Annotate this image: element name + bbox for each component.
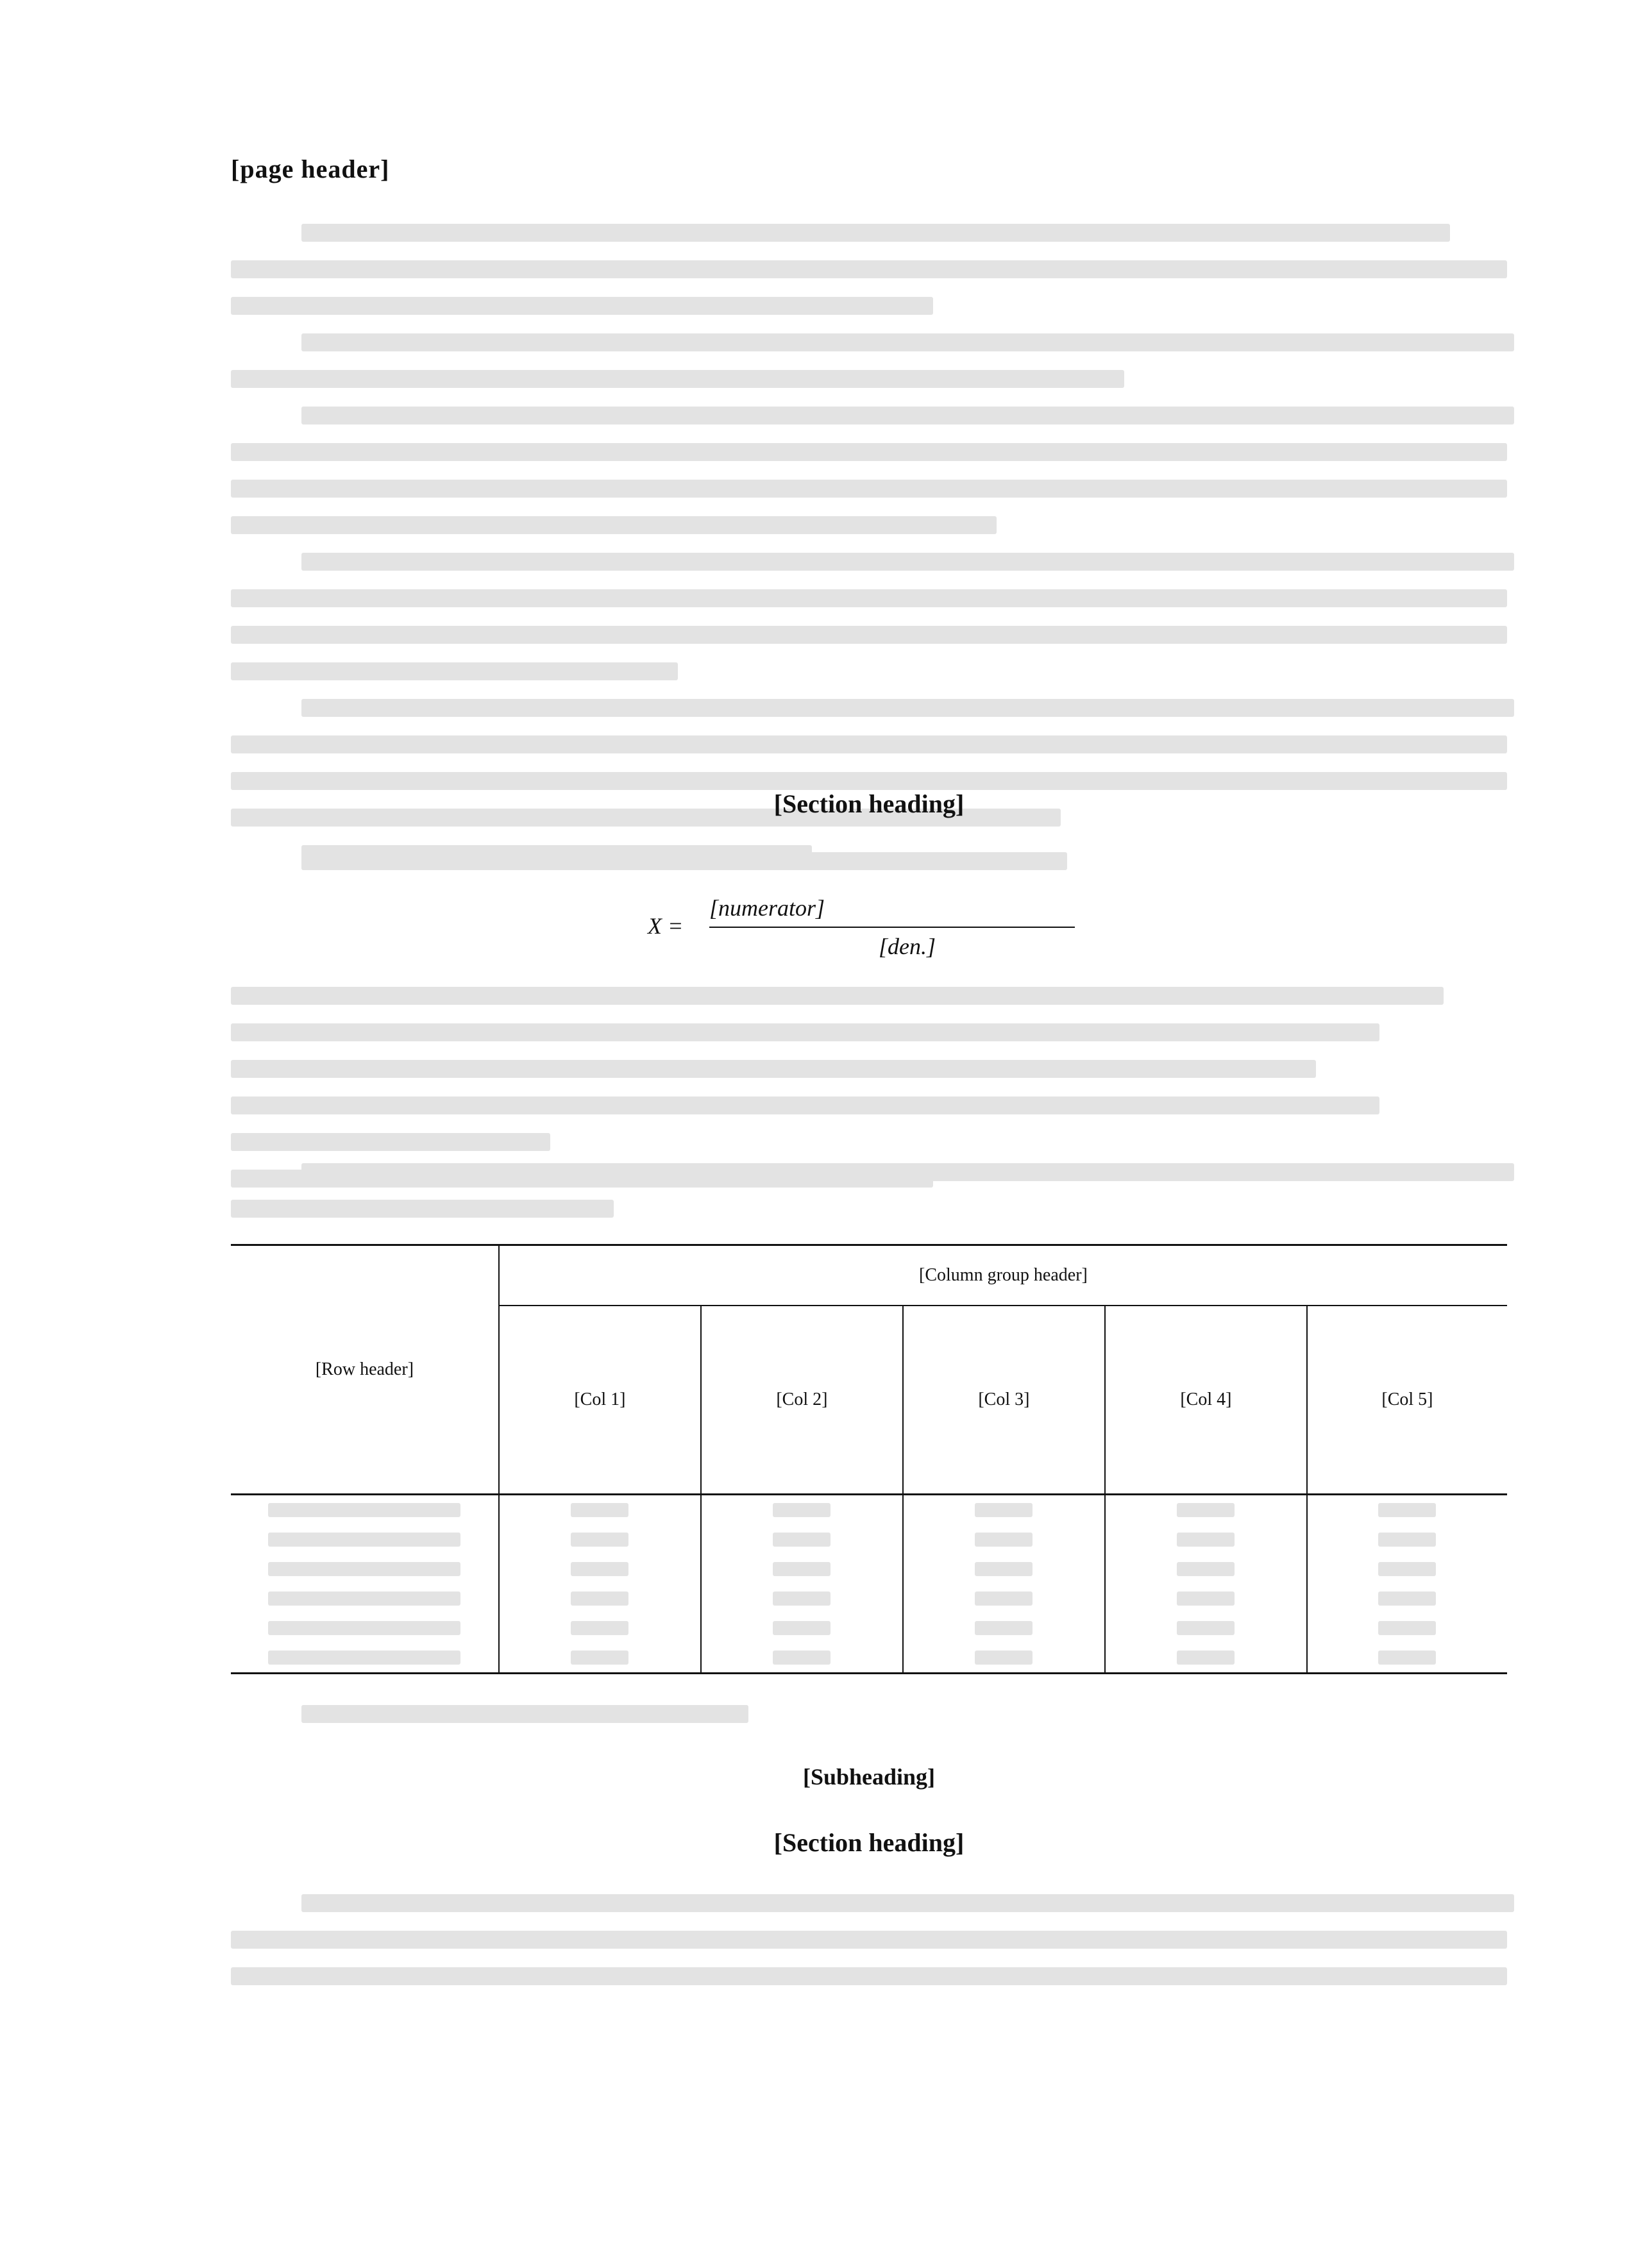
table-row — [231, 1613, 1507, 1643]
table-cell — [499, 1525, 701, 1554]
text-line-placeholder — [301, 1163, 1514, 1181]
table-cell — [231, 1584, 499, 1613]
table-cell — [1105, 1584, 1307, 1613]
table-cell — [231, 1554, 499, 1584]
table-cell — [231, 1643, 499, 1674]
text-line-placeholder — [301, 407, 1514, 424]
section-4-heading: [Section heading] — [773, 789, 965, 818]
text-line-placeholder — [231, 735, 1507, 753]
table-cell — [499, 1584, 701, 1613]
body-paragraphs — [231, 218, 1507, 876]
table-cell — [499, 1613, 701, 1643]
text-line-placeholder — [231, 297, 933, 315]
text-line-placeholder — [231, 589, 1507, 607]
accuracy-table — [231, 1244, 1507, 1674]
text-line-placeholder — [301, 224, 1450, 242]
text-line-placeholder — [301, 553, 1514, 571]
text-line-placeholder — [301, 852, 1067, 870]
table-cell — [1105, 1613, 1307, 1643]
formula-numerator: [numerator] — [709, 895, 825, 921]
table-cell — [903, 1584, 1105, 1613]
table-cell — [701, 1643, 903, 1674]
text-line-placeholder — [231, 443, 1507, 461]
table-group-header: [Column group header] — [499, 1245, 1507, 1306]
table-cell — [1105, 1525, 1307, 1554]
table-cell — [499, 1495, 701, 1525]
text-line-placeholder — [231, 260, 1507, 278]
table-cell — [1307, 1613, 1507, 1643]
table-row — [231, 1584, 1507, 1613]
table-cell — [1307, 1584, 1507, 1613]
text-line-placeholder — [301, 1894, 1514, 1912]
section-5-heading: [Section heading] — [773, 1828, 965, 1857]
text-line-placeholder — [231, 1967, 1507, 1985]
section-4-2-intro — [231, 1157, 1507, 1231]
table-cell — [1307, 1525, 1507, 1554]
table-column-header: [Col 5] — [1307, 1306, 1507, 1495]
table-cell — [903, 1643, 1105, 1674]
text-line-placeholder — [231, 772, 1507, 790]
table-row — [231, 1495, 1507, 1525]
table-column-header: [Col 1] — [499, 1306, 701, 1495]
table-cell — [1105, 1643, 1307, 1674]
table-column-header: [Col 3] — [903, 1306, 1105, 1495]
text-line-placeholder — [301, 333, 1514, 351]
table-cell — [701, 1613, 903, 1643]
table-cell — [701, 1554, 903, 1584]
text-line-placeholder — [231, 1133, 550, 1151]
text-line-placeholder — [231, 1096, 1379, 1114]
table-cell — [701, 1584, 903, 1613]
table-column-header: [Col 4] — [1105, 1306, 1307, 1495]
table-row — [231, 1525, 1507, 1554]
text-line-placeholder — [231, 1931, 1507, 1949]
text-line-placeholder — [231, 1060, 1316, 1078]
table-cell — [1307, 1495, 1507, 1525]
table-cell — [903, 1554, 1105, 1584]
section-4-1-intro — [231, 846, 1507, 883]
page-header: [page header] — [231, 155, 390, 183]
table-cell — [231, 1495, 499, 1525]
table-cell — [1105, 1554, 1307, 1584]
table-cell — [903, 1613, 1105, 1643]
formula-lhs: X = — [648, 913, 684, 939]
text-line-placeholder — [231, 1023, 1379, 1041]
amendment-note — [301, 1699, 1071, 1736]
table-cell — [231, 1525, 499, 1554]
closing-paragraph — [231, 1888, 1507, 1998]
text-line-placeholder — [231, 370, 1124, 388]
formula — [648, 895, 1097, 965]
text-line-placeholder — [301, 1705, 748, 1723]
text-line-placeholder — [301, 699, 1514, 717]
table-column-header: [Col 2] — [701, 1306, 903, 1495]
formula-denominator: [den.] — [879, 934, 936, 959]
table-cell — [903, 1495, 1105, 1525]
table-cell — [499, 1643, 701, 1674]
table-row-header: [Row header] — [231, 1245, 499, 1495]
table-cell — [1307, 1554, 1507, 1584]
table-cell — [1307, 1643, 1507, 1674]
text-line-placeholder — [231, 516, 997, 534]
table-cell — [903, 1525, 1105, 1554]
text-line-placeholder — [231, 480, 1507, 498]
table-row — [231, 1643, 1507, 1674]
text-line-placeholder — [231, 987, 1444, 1005]
subheading-b: [Subheading] — [802, 1764, 936, 1790]
table-cell — [1105, 1495, 1307, 1525]
table-cell — [231, 1613, 499, 1643]
table-cell — [701, 1525, 903, 1554]
table-cell — [499, 1554, 701, 1584]
text-line-placeholder — [231, 1200, 614, 1218]
table-row — [231, 1554, 1507, 1584]
table-cell — [701, 1495, 903, 1525]
formula-fraction-bar — [709, 927, 1075, 928]
text-line-placeholder — [231, 626, 1507, 644]
text-line-placeholder — [231, 662, 678, 680]
